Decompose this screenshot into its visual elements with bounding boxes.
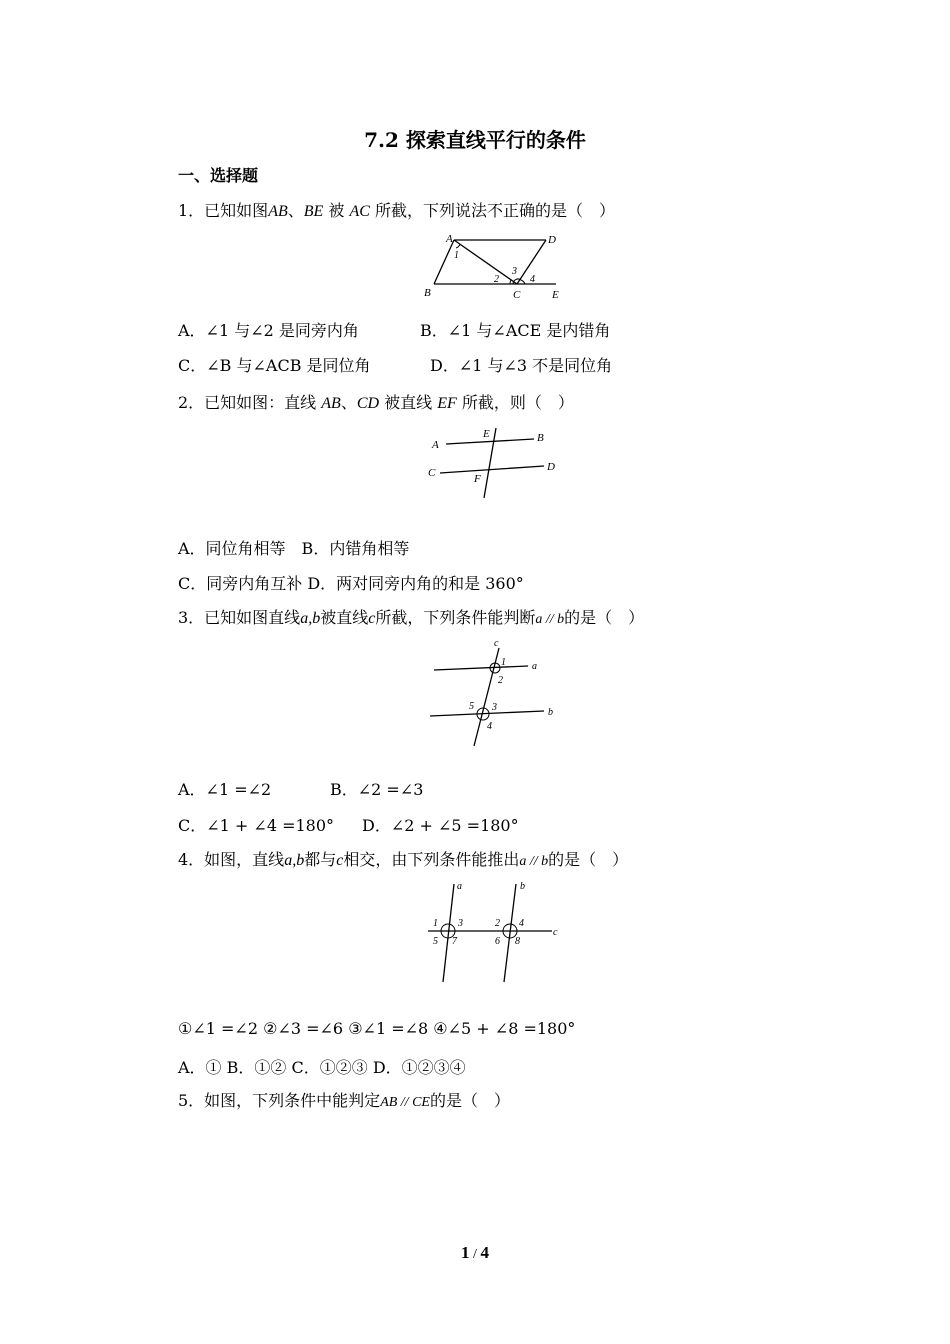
fig1-label: E [552, 289, 559, 300]
fig3-label: 4 [487, 721, 492, 732]
fig3-label: a [532, 661, 537, 672]
section-heading: 一、选择题 [178, 166, 259, 185]
fig3-label: 1 [501, 657, 506, 668]
page-number: 1 / 4 [461, 1243, 489, 1262]
fig4-label: 1 [433, 918, 438, 929]
q2-options-row-2: C．同旁内角互补 D．两对同旁内角的和是 360° [178, 574, 524, 593]
fig1-label: A [446, 233, 453, 245]
fig4-label: 3 [458, 918, 463, 929]
figure-q4 [420, 876, 570, 988]
question-2-stem: 2．已知如图：直线 AB、CD 被直线 EF 所截，则（ ） [178, 393, 574, 412]
question-3-stem: 3．已知如图直线a,b被直线c所截，下列条件能判断a // b的是（ ） [178, 608, 645, 627]
figure-q2 [424, 422, 564, 502]
q2-options-row-1: A．同位角相等 B．内错角相等 [178, 539, 410, 558]
fig4-label: 4 [519, 918, 524, 929]
fig1-label: B [424, 287, 431, 299]
fig3-label: 3 [492, 702, 497, 713]
fig1-label: 1 [454, 250, 459, 261]
q3-option-c: C．∠1 + ∠4 =180° [178, 816, 335, 835]
fig2-label: F [474, 473, 481, 485]
fig1-label: 2 [494, 274, 499, 285]
fig1-label: D [548, 234, 556, 246]
fig4-label: 5 [433, 936, 438, 947]
fig4-label: c [553, 927, 558, 938]
q3-option-b: B．∠2 =∠3 [330, 780, 424, 799]
q3-option-d: D．∠2 + ∠5 =180° [362, 816, 519, 835]
fig4-label: 8 [515, 936, 520, 947]
question-4-stem: 4．如图，直线a,b都与c相交，由下列条件能推出a // b的是（ ） [178, 850, 629, 869]
fig2-label: E [483, 428, 490, 440]
fig1-label: C [513, 289, 521, 300]
q1-option-d: D．∠1 与∠3 不是同位角 [430, 356, 613, 375]
fig3-label: c [494, 638, 499, 649]
fig3-label: b [548, 707, 553, 718]
fig1-label: 4 [530, 274, 535, 285]
figure-q1 [418, 228, 568, 300]
q1-option-a: A．∠1 与∠2 是同旁内角 [178, 321, 359, 340]
fig3-label: 5 [469, 701, 474, 712]
fig4-label: 7 [452, 936, 457, 947]
q1-option-c: C．∠B 与∠ACB 是同位角 [178, 356, 371, 375]
fig2-label: B [537, 432, 544, 444]
q4-conditions: ①∠1 =∠2 ②∠3 =∠6 ③∠1 =∠8 ④∠5 + ∠8 =180° [178, 1019, 576, 1038]
fig1-label: 3 [512, 266, 517, 277]
fig4-label: 6 [495, 936, 500, 947]
fig2-label: C [428, 467, 436, 479]
fig2-label: D [547, 461, 555, 473]
page-title: 7.2 探索直线平行的条件 [364, 128, 586, 152]
fig3-label: 2 [498, 675, 503, 686]
fig2-label: A [432, 439, 439, 451]
fig4-label: b [520, 881, 525, 892]
q4-options: A．① B．①② C．①②③ D．①②③④ [178, 1058, 466, 1077]
question-5-stem: 5．如图，下列条件中能判定AB // CE的是（ ） [178, 1091, 510, 1110]
question-1-stem: 1．已知如图AB、BE 被 AC 所截，下列说法不正确的是（ ） [178, 201, 616, 220]
fig4-label: a [457, 881, 462, 892]
fig4-label: 2 [495, 918, 500, 929]
figure-q3 [424, 636, 574, 752]
q3-option-a: A．∠1 =∠2 [178, 780, 272, 799]
q1-option-b: B．∠1 与∠ACE 是内错角 [420, 321, 611, 340]
